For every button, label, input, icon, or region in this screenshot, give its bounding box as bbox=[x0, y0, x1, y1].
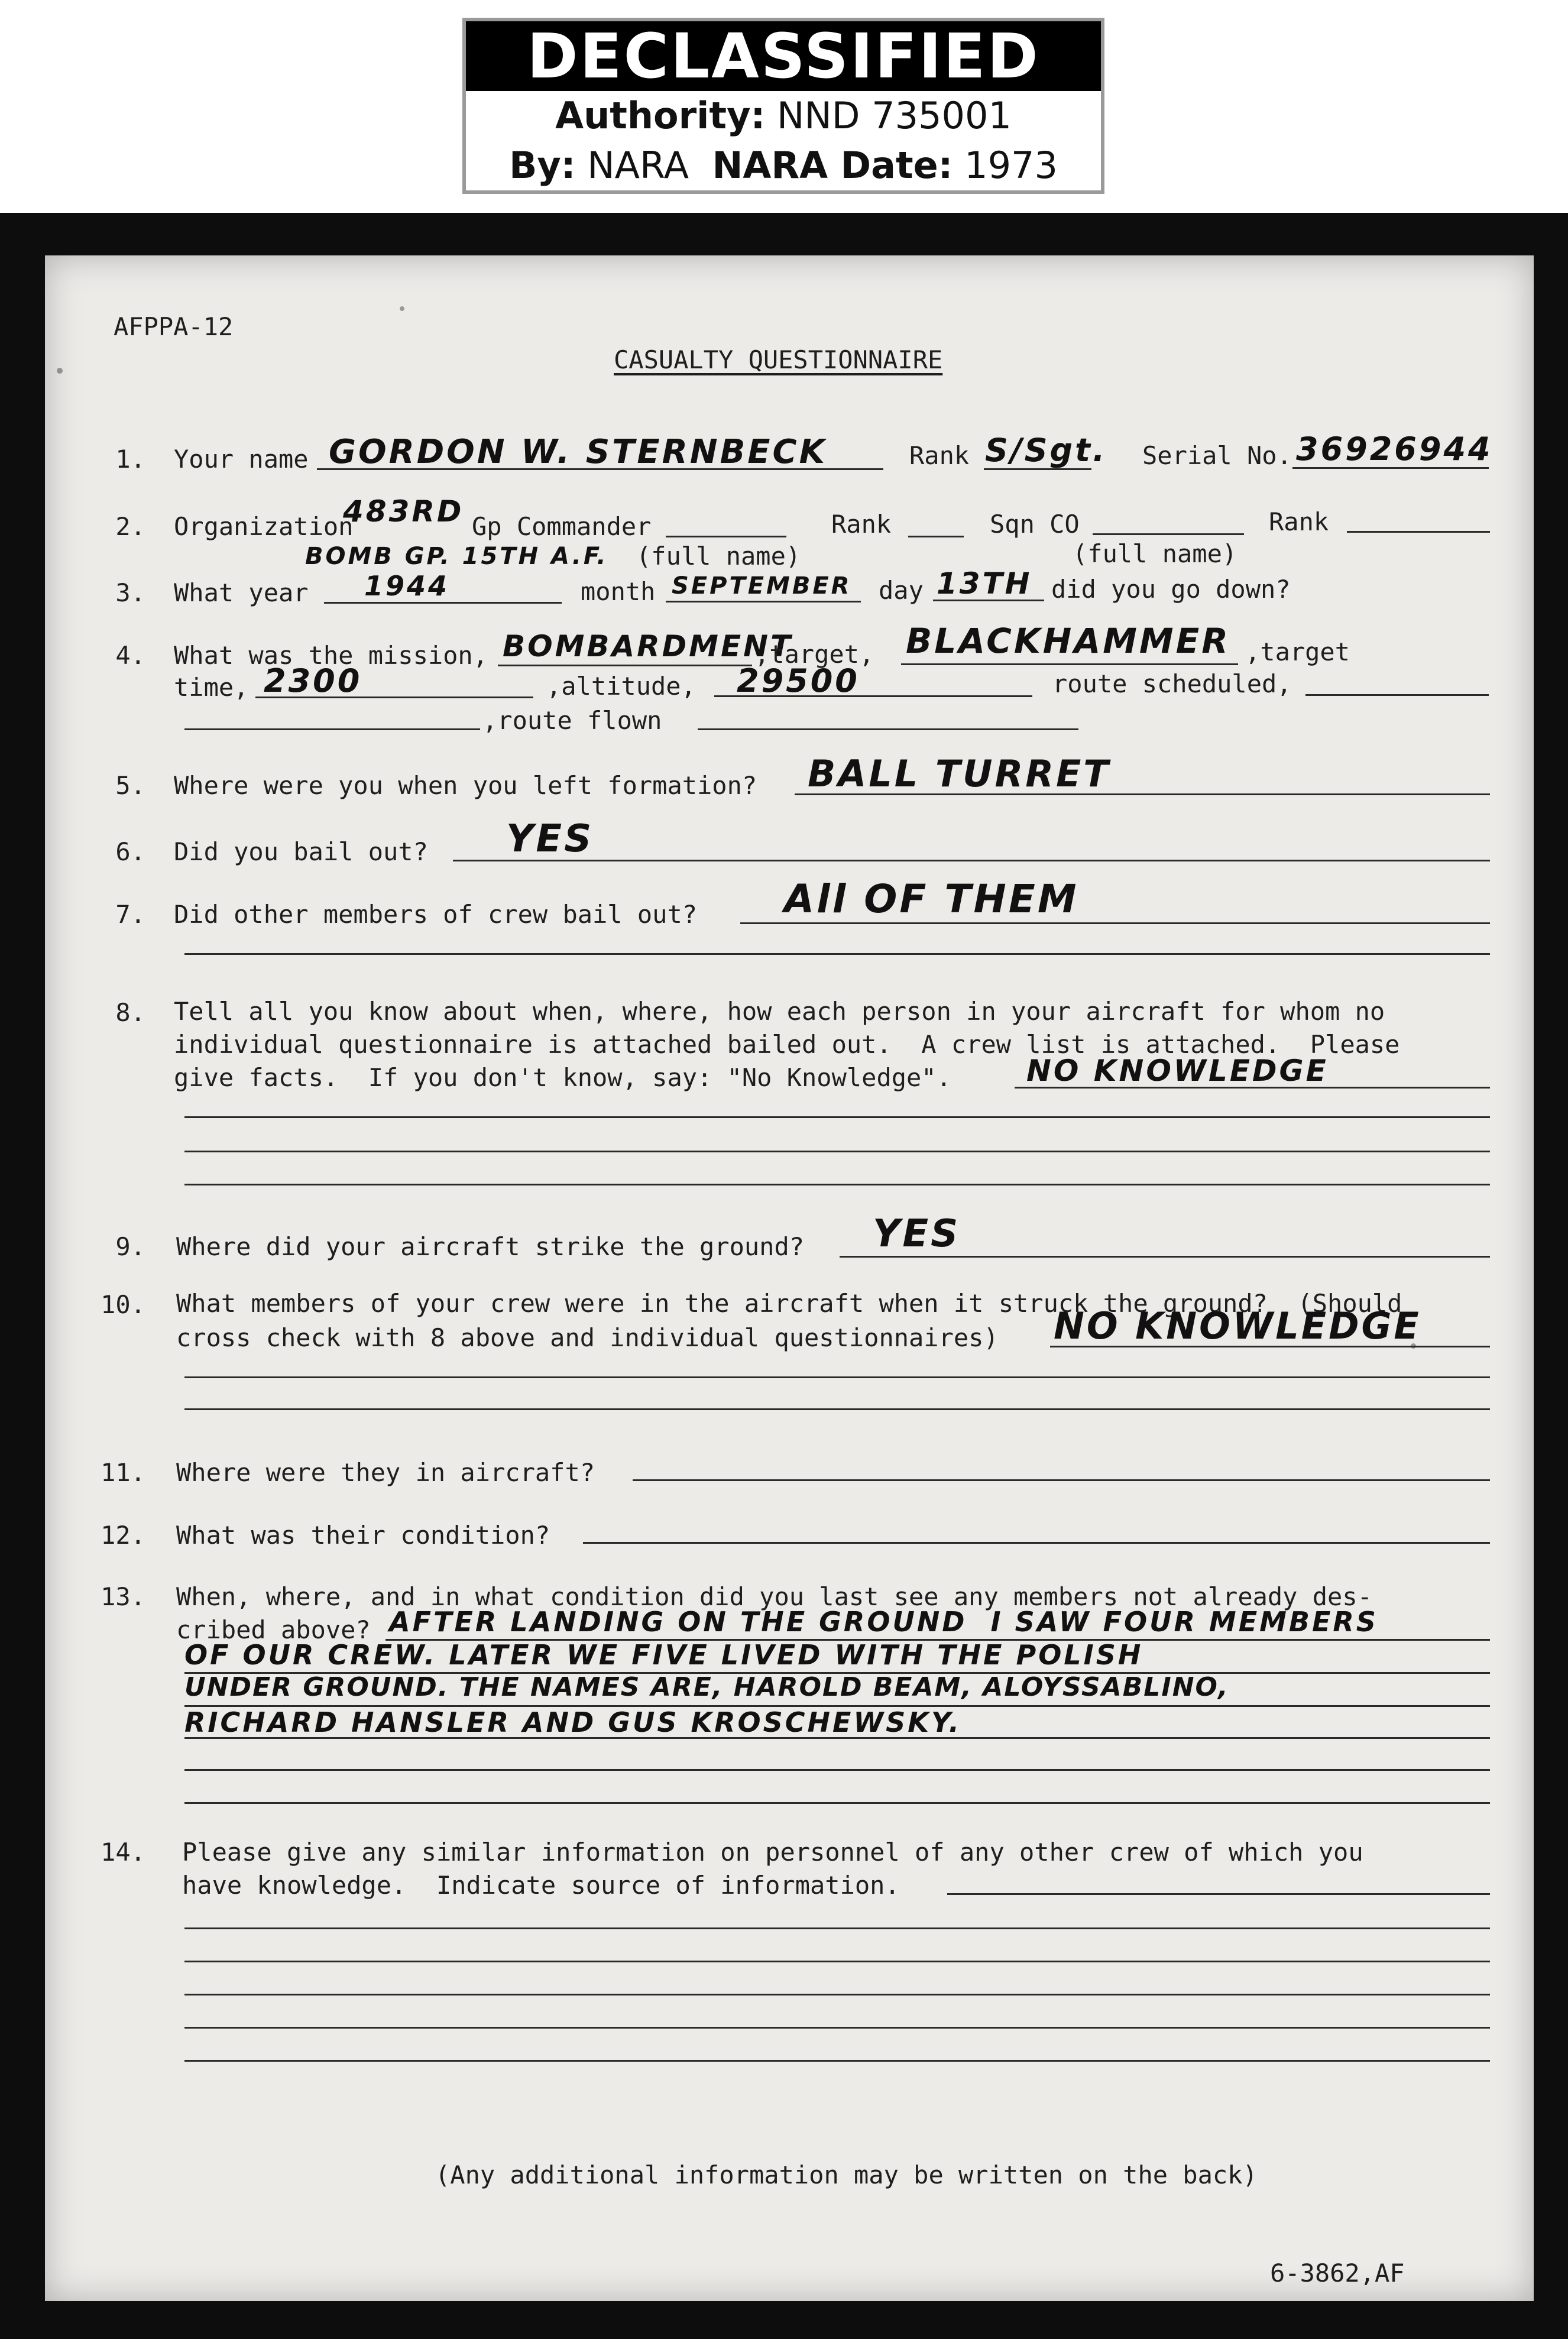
q2-org-label: Organization bbox=[174, 512, 354, 541]
q3-year-label: What year bbox=[174, 578, 309, 607]
q2-rank2-line bbox=[1347, 531, 1490, 533]
q4-route-sched-label: route scheduled, bbox=[1052, 669, 1292, 698]
q2-rank-label: Rank bbox=[831, 510, 892, 539]
declassified-stamp bbox=[462, 18, 1104, 194]
date-value: 1973 bbox=[964, 144, 1058, 187]
answer-serial: 36926944 bbox=[1296, 430, 1493, 468]
answer-q10: NO KNOWLEDGE bbox=[1054, 1304, 1421, 1347]
q14-number: 14. bbox=[101, 1838, 145, 1867]
answer-q13-line2: OF OUR CREW. LATER WE FIVE LIVED WITH THE POLISH bbox=[184, 1639, 1143, 1671]
scan-speck bbox=[400, 306, 404, 311]
authority-value: NND 735001 bbox=[777, 94, 1012, 137]
q14-line-2 bbox=[184, 1927, 1490, 1929]
answer-mission: BOMBARDMENT bbox=[503, 629, 793, 663]
q2-gp-label: Gp Commander bbox=[472, 512, 652, 541]
q3-month-label: month bbox=[581, 577, 656, 606]
answer-q13-line1: AFTER LANDING ON THE GROUND I SAW FOUR MEMBERS bbox=[389, 1606, 1378, 1638]
q14-line2: have knowledge. Indicate source of information. bbox=[182, 1871, 900, 1900]
answer-q9: YES bbox=[873, 1212, 961, 1256]
answer-q7: All OF THEM bbox=[784, 876, 1079, 922]
answer-year: 1944 bbox=[364, 570, 450, 602]
q10-number: 10. bbox=[101, 1290, 145, 1319]
q7-label: Did other members of crew bail out? bbox=[174, 900, 698, 929]
q9-label: Where did your aircraft strike the ground? bbox=[176, 1232, 805, 1261]
q3-day-label: day bbox=[879, 576, 924, 605]
q2-gp-line bbox=[666, 536, 786, 537]
answer-rank: S/Sgt. bbox=[985, 432, 1107, 469]
q4-mission-label: What was the mission, bbox=[174, 641, 488, 670]
answer-org-cont: BOMB GP. 15TH A.F. bbox=[305, 543, 608, 570]
q10-line-2 bbox=[184, 1376, 1490, 1378]
q2-sqn-label: Sqn CO bbox=[990, 510, 1080, 539]
answer-name: GORDON W. STERNBECK bbox=[329, 433, 828, 471]
q4-route-sched-line bbox=[1305, 694, 1489, 696]
q13-number: 13. bbox=[101, 1582, 145, 1611]
q14-line1: Please give any similar information on personnel of any other crew of which you bbox=[182, 1838, 1363, 1867]
answer-org: 483RD bbox=[343, 494, 464, 529]
q2-rank2-label: Rank bbox=[1269, 507, 1329, 536]
q6-line bbox=[453, 860, 1490, 861]
by-value: NARA bbox=[587, 144, 689, 187]
q9-number: 9. bbox=[115, 1232, 145, 1261]
q14-line bbox=[947, 1893, 1490, 1895]
q1-rank-label: Rank bbox=[909, 441, 970, 470]
q1-name-label: Your name bbox=[174, 445, 309, 474]
questionnaire-page bbox=[45, 255, 1534, 2301]
q7-line-2 bbox=[184, 953, 1490, 955]
q3-end: did you go down? bbox=[1051, 575, 1291, 604]
date-label: NARA Date: bbox=[712, 144, 953, 187]
q8-line2: individual questionnaire is attached bailed out. A crew list is attached. Please bbox=[174, 1030, 1400, 1059]
q14-line-6 bbox=[184, 2060, 1490, 2062]
q7-number: 7. bbox=[115, 900, 145, 929]
stamp-heading: DECLASSIFIED bbox=[466, 21, 1101, 91]
q6-number: 6. bbox=[115, 837, 145, 866]
answer-q13-line4: RICHARD HANSLER AND GUS KROSCHEWSKY. bbox=[184, 1706, 962, 1738]
answer-q5: BALL TURRET bbox=[808, 752, 1111, 795]
q8-line-2 bbox=[184, 1116, 1490, 1118]
q9-line bbox=[840, 1256, 1490, 1258]
q2-number: 2. bbox=[115, 512, 145, 541]
q4-target-line bbox=[901, 663, 1238, 665]
q5-number: 5. bbox=[115, 771, 145, 800]
q13-line-5 bbox=[184, 1769, 1490, 1771]
answer-month: SEPTEMBER bbox=[672, 572, 852, 600]
q8-line-3 bbox=[184, 1151, 1490, 1152]
stamp-authority bbox=[466, 91, 1101, 141]
q12-line bbox=[583, 1542, 1490, 1544]
form-code: 6-3862,AF bbox=[1270, 2259, 1405, 2288]
q4-mission-line bbox=[498, 665, 752, 666]
q11-line bbox=[633, 1479, 1490, 1481]
q8-number: 8. bbox=[115, 998, 145, 1027]
q13-line-6 bbox=[184, 1802, 1490, 1804]
answer-day: 13TH bbox=[937, 566, 1032, 601]
q4-target2-label: ,target bbox=[1245, 637, 1350, 666]
q13-line-4 bbox=[184, 1737, 1490, 1739]
answer-q8: NO KNOWLEDGE bbox=[1026, 1054, 1329, 1088]
q12-label: What was their condition? bbox=[176, 1521, 550, 1550]
answer-time: 2300 bbox=[264, 662, 362, 699]
q4-time-label: time, bbox=[174, 673, 249, 702]
q2-full-name-1: (full name) bbox=[636, 542, 801, 571]
form-id: AFPPA-12 bbox=[114, 312, 234, 341]
q5-label: Where were you when you left formation? bbox=[174, 771, 757, 800]
q1-serial-label: Serial No. bbox=[1142, 441, 1292, 470]
q10-line-3 bbox=[184, 1408, 1490, 1410]
by-label: By: bbox=[509, 144, 576, 187]
q11-number: 11. bbox=[101, 1458, 145, 1487]
q13-line2: cribed above? bbox=[176, 1615, 371, 1644]
answer-altitude: 29500 bbox=[737, 662, 860, 699]
q13-line1: When, where, and in what condition did you last see any members not already des- bbox=[176, 1582, 1372, 1611]
q6-label: Did you bail out? bbox=[174, 837, 428, 866]
q2-rank-line bbox=[908, 536, 964, 537]
scan-speck bbox=[57, 368, 63, 374]
q3-month-line bbox=[666, 601, 861, 602]
q3-number: 3. bbox=[115, 578, 145, 607]
q4-target-label: ,target, bbox=[754, 640, 874, 669]
q3-year-line bbox=[324, 602, 562, 604]
q14-line-4 bbox=[184, 1994, 1490, 1995]
q4-route-flown-label: ,route flown bbox=[482, 706, 662, 735]
q4-altitude-label: ,altitude, bbox=[546, 672, 696, 701]
form-title: CASUALTY QUESTIONNAIRE bbox=[614, 345, 943, 374]
q4-number: 4. bbox=[115, 641, 145, 670]
q2-sqn-line bbox=[1093, 533, 1244, 535]
q8-line3: give facts. If you don't know, say: "No Knowledge". bbox=[174, 1063, 951, 1092]
footer-note: (Any additional information may be written on the back) bbox=[435, 2160, 1258, 2189]
q12-number: 12. bbox=[101, 1521, 145, 1550]
authority-label: Authority: bbox=[555, 94, 766, 137]
scanned-document bbox=[0, 213, 1568, 2339]
q4-route-flown-line bbox=[698, 728, 1078, 730]
q7-line bbox=[740, 922, 1490, 924]
answer-target: BLACKHAMMER bbox=[906, 621, 1230, 661]
q11-label: Where were they in aircraft? bbox=[176, 1458, 595, 1487]
stamp-by-date bbox=[466, 141, 1101, 190]
answer-q13-line3: UNDER GROUND. THE NAMES ARE, HAROLD BEAM, ALOYSSABLINO, bbox=[184, 1672, 1229, 1702]
q4-route-sched-line-2 bbox=[184, 728, 480, 730]
q10-line1: What members of your crew were in the aircraft when it struck the ground? (Should bbox=[176, 1289, 1402, 1318]
q10-line2: cross check with 8 above and individual questionnaires) bbox=[176, 1323, 999, 1352]
q1-number: 1. bbox=[115, 445, 145, 474]
q14-line-3 bbox=[184, 1961, 1490, 1962]
q2-full-name-2: (full name) bbox=[1073, 539, 1237, 568]
answer-q6: YES bbox=[506, 817, 594, 861]
q14-line-5 bbox=[184, 2027, 1490, 2029]
q8-line-4 bbox=[184, 1184, 1490, 1185]
q8-line1: Tell all you know about when, where, how each person in your aircraft for whom no bbox=[174, 997, 1385, 1026]
